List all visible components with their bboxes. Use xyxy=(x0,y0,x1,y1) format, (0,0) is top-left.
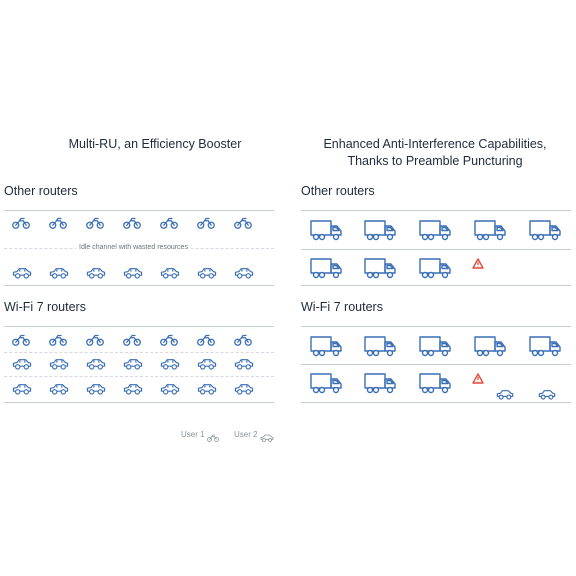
truck-icon xyxy=(529,335,561,362)
legend-user1-label: User 1 xyxy=(181,430,205,439)
car-icon xyxy=(12,357,32,375)
right-mid-rule xyxy=(301,249,571,250)
motorcycle-icon xyxy=(12,333,30,351)
truck-icon xyxy=(419,257,451,284)
car-icon xyxy=(49,266,69,284)
car-icon xyxy=(160,266,180,284)
right-top-rule xyxy=(301,210,571,211)
left-wifi7-bottom-rule xyxy=(4,402,274,403)
car-icon xyxy=(86,357,106,375)
truck-icon xyxy=(529,219,561,246)
truck-icon xyxy=(419,219,451,246)
left-wifi7-lane-divider-2 xyxy=(4,376,274,377)
car-icon xyxy=(86,382,106,400)
warning-icon xyxy=(472,371,484,389)
right-wifi7-top-rule xyxy=(301,326,571,327)
left-top-rule xyxy=(4,210,274,211)
right-panel-title-line2: Thanks to Preamble Puncturing xyxy=(347,154,523,168)
truck-icon xyxy=(364,219,396,246)
legend-user2-label: User 2 xyxy=(234,430,258,439)
car-icon xyxy=(12,266,32,284)
car-icon xyxy=(49,382,69,400)
truck-icon xyxy=(474,219,506,246)
right-wifi7-bottom-rule xyxy=(301,402,571,403)
warning-icon xyxy=(472,256,484,274)
car-icon xyxy=(12,382,32,400)
car-icon xyxy=(123,266,143,284)
motorcycle-icon xyxy=(160,216,178,234)
car-icon xyxy=(123,357,143,375)
car-icon xyxy=(234,357,254,375)
motorcycle-icon xyxy=(123,333,141,351)
idle-channel-caption: Idle channel with wasted resources xyxy=(76,244,191,251)
left-wifi7-lane-divider-1 xyxy=(4,352,274,353)
car-icon xyxy=(160,382,180,400)
motorcycle-icon xyxy=(49,333,67,351)
small-car-icon xyxy=(538,387,556,405)
right-wifi7-mid-rule xyxy=(301,364,571,365)
truck-icon xyxy=(419,372,451,399)
motorcycle-icon xyxy=(234,216,252,234)
truck-icon xyxy=(364,257,396,284)
car-icon xyxy=(160,357,180,375)
motorcycle-icon xyxy=(123,216,141,234)
motorcycle-icon xyxy=(160,333,178,351)
left-panel-title: Multi-RU, an Efficiency Booster xyxy=(68,137,242,151)
truck-icon xyxy=(364,335,396,362)
motorcycle-icon xyxy=(197,333,215,351)
car-icon xyxy=(86,266,106,284)
motorcycle-icon xyxy=(234,333,252,351)
motorcycle-icon xyxy=(12,216,30,234)
truck-icon xyxy=(310,257,342,284)
car-icon xyxy=(49,357,69,375)
truck-icon xyxy=(310,219,342,246)
truck-icon xyxy=(419,335,451,362)
motorcycle-icon xyxy=(49,216,67,234)
truck-icon xyxy=(364,372,396,399)
car-icon xyxy=(197,266,217,284)
legend-user2-car-icon xyxy=(260,429,274,447)
small-car-icon xyxy=(496,387,514,405)
truck-icon xyxy=(310,335,342,362)
motorcycle-icon xyxy=(86,333,104,351)
car-icon xyxy=(197,357,217,375)
car-icon xyxy=(197,382,217,400)
left-other-routers-label: Other routers xyxy=(4,184,78,198)
motorcycle-icon xyxy=(197,216,215,234)
car-icon xyxy=(234,266,254,284)
left-wifi7-top-rule xyxy=(4,326,274,327)
right-other-routers-label: Other routers xyxy=(301,184,375,198)
truck-icon xyxy=(310,372,342,399)
left-wifi7-routers-label: Wi-Fi 7 routers xyxy=(4,300,86,314)
motorcycle-icon xyxy=(86,216,104,234)
right-panel-title-line1: Enhanced Anti-Interference Capabilities, xyxy=(323,137,547,151)
car-icon xyxy=(123,382,143,400)
right-bottom-rule xyxy=(301,285,571,286)
car-icon xyxy=(234,382,254,400)
truck-icon xyxy=(474,335,506,362)
right-wifi7-routers-label: Wi-Fi 7 routers xyxy=(301,300,383,314)
legend-user1-motorcycle-icon xyxy=(207,429,219,447)
left-bottom-rule xyxy=(4,285,274,286)
